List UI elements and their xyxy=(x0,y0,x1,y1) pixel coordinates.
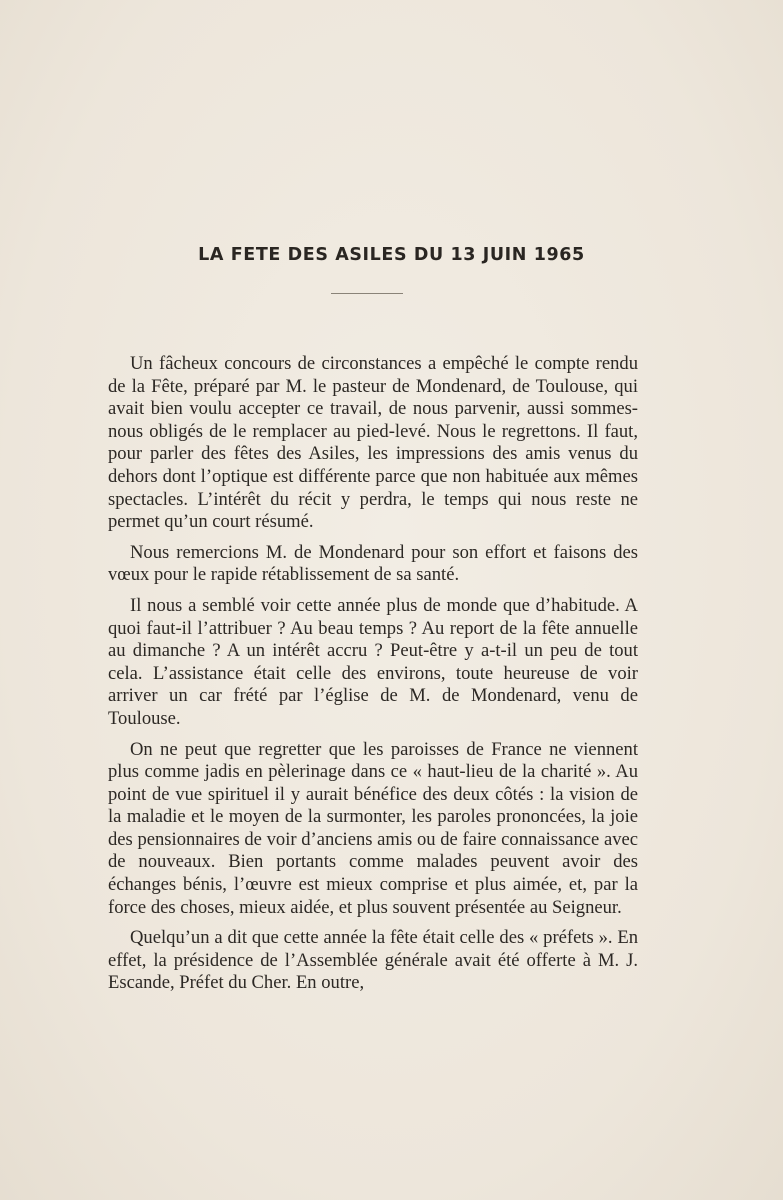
paragraph-3: Il nous a semblé voir cette année plus de monde que d’habitude. A quoi faut-il l’attribuer ? Au beau temps ? Au report de la fête annuelle au dimanche ? A un intérêt accru ? Peut-être y a-t-il un peu de tout cela. L’assistance était celle des environs, toute heureuse de voir arriver un car frété par l’église de M. de Mondenard, venu de Toulouse. xyxy=(108,594,638,729)
paragraph-5: Quelqu’un a dit que cette année la fête était celle des « préfets ». En effet, la présidence de l’Assemblée générale avait été offerte à M. J. Escande, Préfet du Cher. En outre, xyxy=(108,927,638,994)
paragraph-1: Un fâcheux concours de circonstances a empêché le compte rendu de la Fête, préparé par M. le pasteur de Mondenard, de Toulouse, qui avait bien voulu accepter ce travail, de nous parvenir, aussi sommes-nous obligés de le remplacer au pied-levé. Nous le regrettons. Il faut, pour parler des fêtes des Asiles, les impressions des amis venus du dehors dont l’optique est différente parce que non habituée aux mêmes spectacles. L’intérêt du récit y perdra, le temps qui nous reste ne permet qu’un court résumé. xyxy=(108,353,638,533)
paragraph-4: On ne peut que regretter que les paroisses de France ne viennent plus comme jadis en pèlerinage dans ce « haut-lieu de la charité ». Au point de vue spirituel il y aurait bénéfice des deux côtés : la vision de la maladie et le moyen de la surmonter, les paroles prononcées, la joie des pensionnaires de voir d’anciens amis ou de faire connaissance avec de nouveaux. Bien portants comme malades peuvent avoir des échanges bénis, l’œuvre est mieux comprise et plus aimée, et, par la force des choses, mieux aidée, et plus souvent présentée au Seigneur. xyxy=(108,738,638,918)
document-title: LA FETE DES ASILES DU 13 JUIN 1965 xyxy=(198,245,585,265)
title-underline xyxy=(331,293,403,294)
body-text xyxy=(108,353,638,1003)
paragraph-2: Nous remercions M. de Mondenard pour son effort et faisons des vœux pour le rapide rétablissement de sa santé. xyxy=(108,541,638,586)
